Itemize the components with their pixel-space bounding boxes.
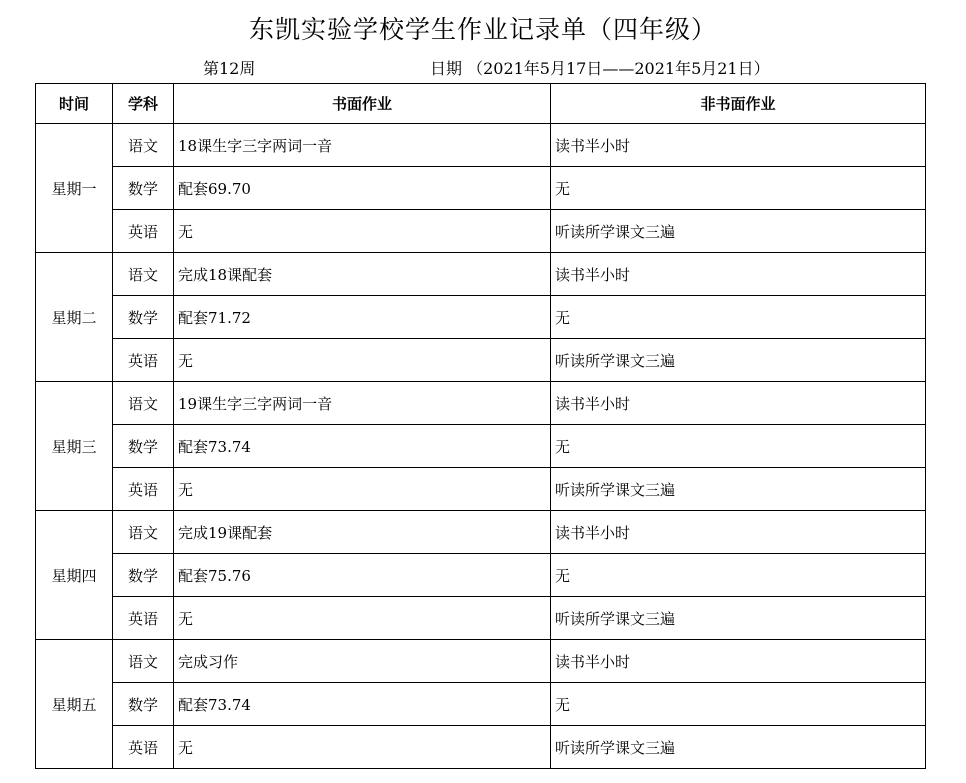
nonwritten-cell: 无 (551, 167, 926, 210)
written-cell: 配套69.70 (174, 167, 551, 210)
subject-cell: 语文 (113, 124, 174, 167)
subject-cell: 数学 (113, 296, 174, 339)
nonwritten-cell: 读书半小时 (551, 640, 926, 683)
nonwritten-cell: 听读所学课文三遍 (551, 339, 926, 382)
written-cell: 19课生字三字两词一音 (174, 382, 551, 425)
written-cell: 配套73.74 (174, 425, 551, 468)
subject-cell: 语文 (113, 640, 174, 683)
day-cell: 星期一 (36, 124, 113, 253)
nonwritten-cell: 无 (551, 425, 926, 468)
header-nonwritten: 非书面作业 (551, 84, 926, 124)
subject-cell: 英语 (113, 468, 174, 511)
table-row (36, 554, 926, 597)
subject-cell: 语文 (113, 253, 174, 296)
table-row (36, 726, 926, 769)
nonwritten-cell: 无 (551, 554, 926, 597)
subject-cell: 数学 (113, 167, 174, 210)
table-row (36, 683, 926, 726)
page-title: 东凯实验学校学生作业记录单（四年级） (248, 15, 717, 44)
written-cell: 配套71.72 (174, 296, 551, 339)
header-written: 书面作业 (174, 84, 551, 124)
written-cell: 18课生字三字两词一音 (174, 124, 551, 167)
written-cell: 配套75.76 (174, 554, 551, 597)
subject-cell: 语文 (113, 382, 174, 425)
day-cell: 星期三 (36, 382, 113, 511)
header-row (36, 84, 926, 124)
written-cell: 无 (174, 597, 551, 640)
nonwritten-cell: 听读所学课文三遍 (551, 468, 926, 511)
nonwritten-cell: 读书半小时 (551, 253, 926, 296)
written-cell: 完成习作 (174, 640, 551, 683)
homework-table (35, 83, 926, 769)
table-row (36, 124, 926, 167)
subject-cell: 数学 (113, 554, 174, 597)
subject-cell: 英语 (113, 597, 174, 640)
subject-cell: 英语 (113, 726, 174, 769)
written-cell: 无 (174, 726, 551, 769)
table-row (36, 640, 926, 683)
table-row (36, 167, 926, 210)
nonwritten-cell: 无 (551, 683, 926, 726)
week-label: 第12周 (203, 59, 256, 78)
table-row (36, 468, 926, 511)
nonwritten-cell: 读书半小时 (551, 511, 926, 554)
table-row (36, 339, 926, 382)
table-row (36, 253, 926, 296)
table-row (36, 296, 926, 339)
table-row (36, 425, 926, 468)
written-cell: 完成19课配套 (174, 511, 551, 554)
subject-cell: 英语 (113, 339, 174, 382)
day-cell: 星期二 (36, 253, 113, 382)
day-cell: 星期五 (36, 640, 113, 769)
nonwritten-cell: 听读所学课文三遍 (551, 726, 926, 769)
header-time: 时间 (36, 84, 113, 124)
subject-cell: 数学 (113, 683, 174, 726)
table-row (36, 511, 926, 554)
table-row (36, 382, 926, 425)
nonwritten-cell: 听读所学课文三遍 (551, 210, 926, 253)
date-range: 日期 （2021年5月17日——2021年5月21日） (430, 59, 770, 78)
written-cell: 完成18课配套 (174, 253, 551, 296)
written-cell: 配套73.74 (174, 683, 551, 726)
written-cell: 无 (174, 210, 551, 253)
nonwritten-cell: 读书半小时 (551, 124, 926, 167)
written-cell: 无 (174, 339, 551, 382)
nonwritten-cell: 读书半小时 (551, 382, 926, 425)
table-row (36, 210, 926, 253)
day-cell: 星期四 (36, 511, 113, 640)
nonwritten-cell: 无 (551, 296, 926, 339)
written-cell: 无 (174, 468, 551, 511)
subject-cell: 数学 (113, 425, 174, 468)
subject-cell: 语文 (113, 511, 174, 554)
header-subject: 学科 (113, 84, 174, 124)
subject-cell: 英语 (113, 210, 174, 253)
nonwritten-cell: 听读所学课文三遍 (551, 597, 926, 640)
table-row (36, 597, 926, 640)
